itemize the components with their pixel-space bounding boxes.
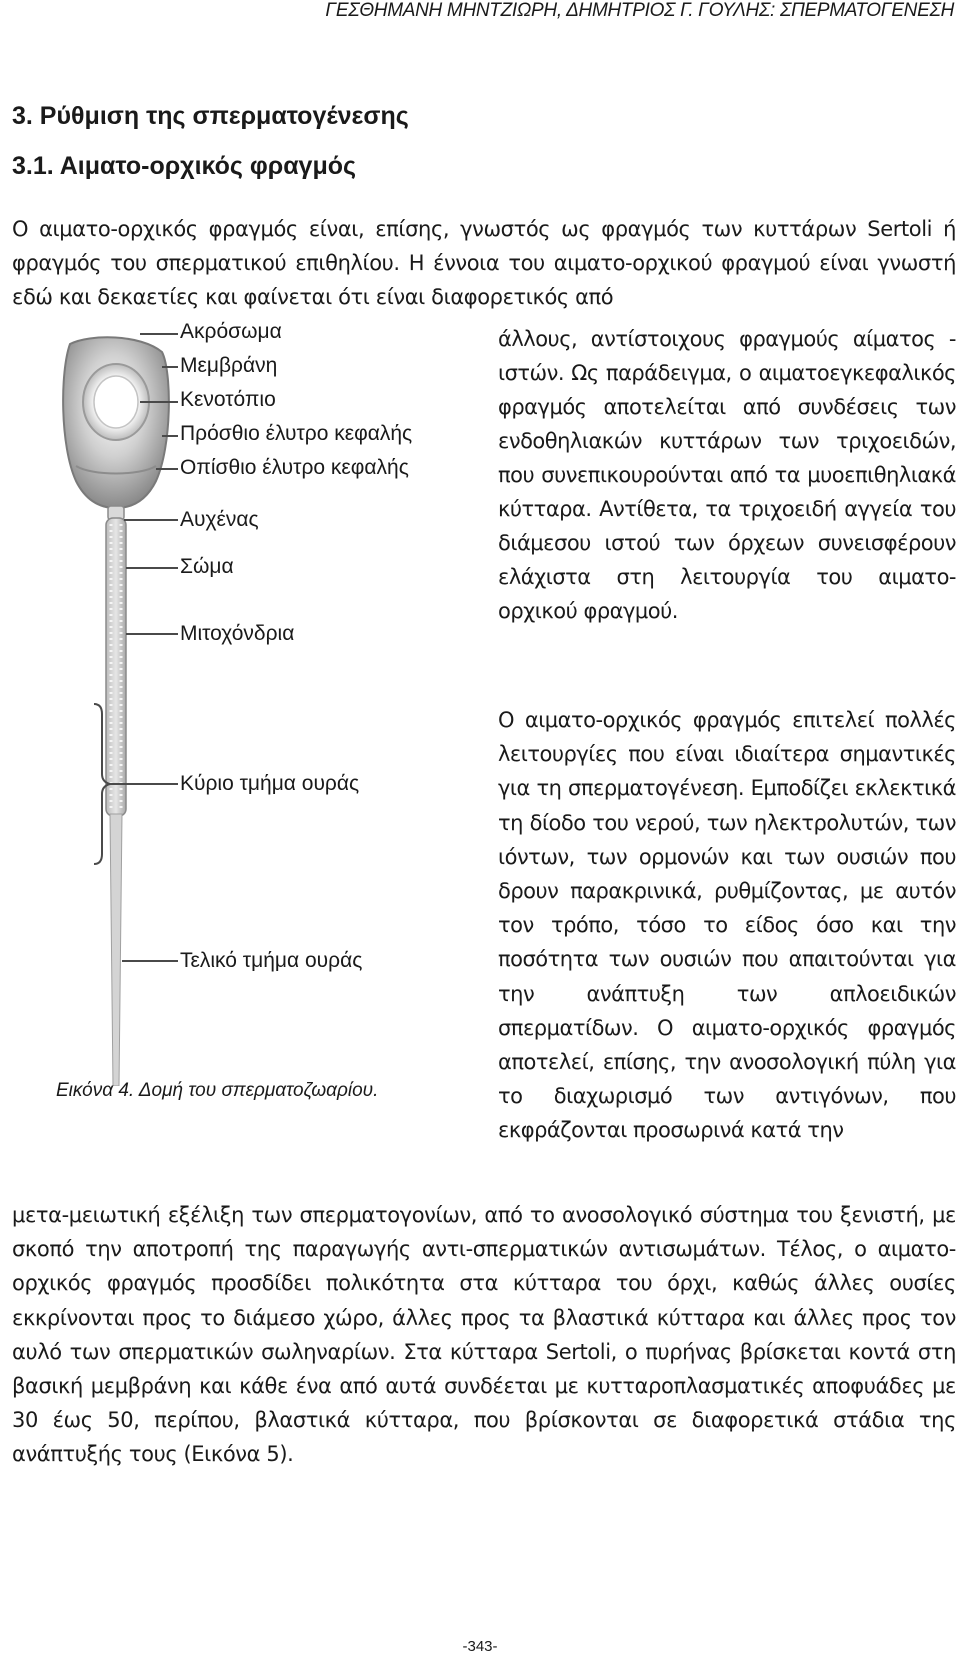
label-mitochondria: Μιτοχόνδρια	[180, 622, 295, 645]
sperm-head	[63, 337, 169, 508]
label-vacuole: Κενοτόπιο	[180, 388, 276, 411]
sperm-tail	[110, 814, 122, 1086]
paragraph-1-side: άλλους, αντίστοιχους φραγμούς αίματος - ιστών. Ως παράδειγμα, ο αιματοεγκεφαλικός φραγμός αποτελείται από συνδέσεις των ενδοθηλιακών κυττάρων των τριχοειδών, που συνεπικουρούνται από τα μυοεπιθηλιακά κύτταρα. Αντίθετα, τα τριχοειδή αγγεία του διάμεσου ιστού των όρχεων συνεισφέρουν ελάχιστα στη λειτουργία του αιματο-ορχικού φραγμού.	[498, 327, 956, 623]
label-body: Σώμα	[180, 555, 234, 578]
paragraph-2-full: μετα-μειωτική εξέλιξη των σπερματογονίων, από το ανοσολογικό σύστημα του ξενιστή, με σκοπό την αποτροπή της παραγωγής αντι-σπερματικών αντισωμάτων. Τέλος, ο αιματο-ορχικός φραγμός προσδίδει πολικότητα στα κύτταρα του όρχι, καθώς άλλες ουσίες εκκρίνονται προς το διάμεσο χώρο, άλλες προς τα βλαστικά κύτταρα και άλλες προς τον αυλό των σπερματικών σωληναρίων. Στα κύτταρα Sertoli, ο πυρήνας βρίσκεται κοντά στη βασική μεμβράνη και κάθε ένα από αυτά συνδέεται με κυτταροπλασματικές αποφυάδες με 30 έως 50, περίπου, βλαστικά κύτταρα, που βρίσκονται σε διαφορετικά στάδια της ανάπτυξής τους (Εικόνα 5).	[12, 1203, 956, 1467]
label-posterior-head-sheath: Οπίσθιο έλυτρο κεφαλής	[180, 456, 409, 479]
paragraph-1-full: Ο αιματο-ορχικός φραγμός είναι, επίσης, γνωστός ως φραγμός των κυττάρων Sertoli ή φραγμός του σπερματικού επιθηλίου. Η έννοια του αιματο-ορχικού φραγμού είναι γνωστή εδώ και δεκαετίες και φαίνεται ότι είναι διαφορετικός από	[12, 217, 956, 309]
label-neck: Αυχένας	[180, 508, 259, 531]
section-title: 3. Ρύθμιση της σπερματογένεσης	[12, 102, 409, 130]
figure-caption: Εικόνα 4. Δομή του σπερματοζωαρίου.	[56, 1080, 379, 1101]
label-end-tail: Τελικό τμήμα ουράς	[180, 949, 363, 972]
label-membrane: Μεμβράνη	[180, 354, 278, 377]
label-main-tail: Κύριο τμήμα ουράς	[180, 772, 360, 795]
running-head: ΓΕΣΘΗΜΑΝΗ ΜΗΝΤΖΙΩΡΗ, ΔΗΜΗΤΡΙΟΣ Γ. ΓΟΥΛΗΣ: ΣΠΕΡΜΑΤΟΓΕΝΕΣΗ	[325, 0, 954, 21]
sperm-midpiece	[106, 518, 126, 816]
page-number: -343-	[462, 1638, 498, 1655]
paragraph-2-side: Ο αιματο-ορχικός φραγμός επιτελεί πολλές λειτουργίες που είναι ιδιαίτερα σημαντικές για τη σπερματογένεση. Εμποδίζει εκλεκτικά τη δίοδο του νερού, των ηλεκτρολυτών, των ιόντων, των ορμονών και των ουσιών που δρουν παρακρινικά, ρυθμίζοντας, με αυτόν τον τρόπο, τόσο το είδος όσο και την ποσότητα των ουσιών που απαιτούνται για την ανάπτυξη των απλοειδικών σπερματίδων. Ο αιματο-ορχικός φραγμός αποτελεί, επίσης, την ανοσολογική πύλη για το διαχωρισμό των αντιγόνων, που εκφράζονται προσωρινά κατά την	[498, 708, 956, 1143]
subsection-title: 3.1. Αιματο-ορχικός φραγμός	[12, 152, 357, 180]
sperm-figure	[40, 320, 460, 1126]
label-acrosome: Ακρόσωμα	[180, 320, 282, 343]
label-anterior-head-sheath: Πρόσθιο έλυτρο κεφαλής	[180, 422, 413, 445]
